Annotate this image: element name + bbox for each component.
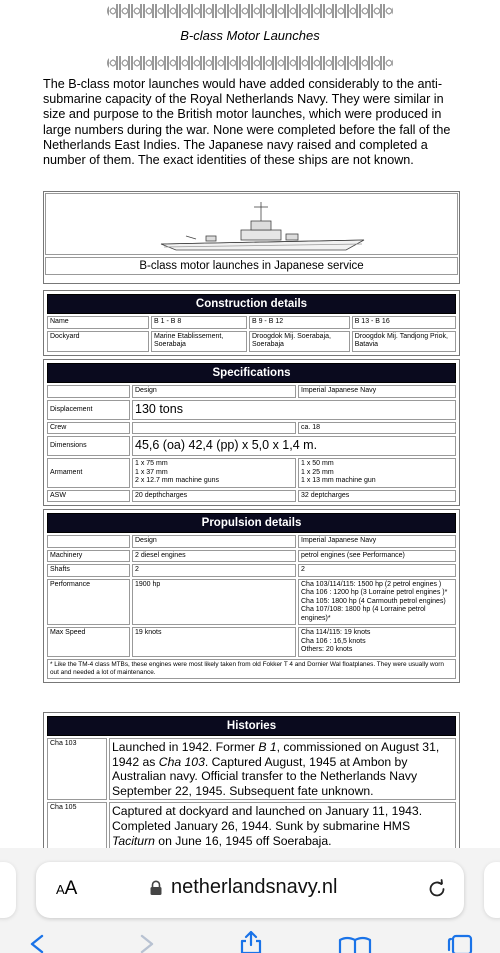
url-text[interactable]: netherlandsnavy.nl — [171, 876, 338, 898]
history-text-part: Captured at dockyard and launched on January 11, 1943. Completed January 26, 1944. Sunk by submarine HMS — [112, 804, 423, 833]
shafts-label: Shafts — [47, 564, 130, 577]
armament-line: 1 x 13 mm machine gun — [301, 477, 376, 484]
ship-image-caption: B-class motor launches in Japanese service — [45, 257, 458, 275]
armament-line: 1 x 50 mm — [301, 460, 334, 467]
armament-line: 1 x 25 mm — [301, 468, 334, 476]
history-text-part: , commissioned on August 31, 1942 as — [112, 740, 440, 769]
share-icon[interactable] — [238, 930, 264, 953]
history-text-part: on June 16, 1945 off Soerabaja. — [154, 833, 332, 848]
maxspeed-line: Cha 114/115: 19 knots — [301, 629, 371, 636]
tabs-icon[interactable] — [446, 934, 474, 953]
maxspeed-design: 19 knots — [132, 627, 296, 657]
crew-design — [132, 422, 296, 435]
performance-line: Cha 106 : 1200 hp (3 Lorraine petrol engines )* — [301, 589, 448, 596]
asw-label: ASW — [47, 490, 130, 503]
performance-ijn — [298, 579, 456, 626]
histories-header: Histories — [47, 716, 456, 736]
performance-line: Cha 103/114/115: 1500 hp (2 petrol engines ) — [301, 580, 442, 588]
name-cell: B 9 - B 12 — [249, 316, 350, 329]
bookmarks-icon[interactable] — [338, 936, 372, 953]
name-cell: B 1 - B 8 — [151, 316, 247, 329]
propulsion-header: Propulsion details — [47, 513, 456, 533]
previous-tab-preview[interactable] — [0, 862, 16, 918]
crew-ijn: ca. 18 — [298, 422, 456, 435]
dockyard-cell: Droogdok Mij. Soerabaja, Soerabaja — [249, 331, 350, 352]
construction-details-table — [43, 290, 460, 356]
maxspeed-line: Cha 106 : 16,5 knots — [301, 637, 366, 645]
chain-divider-bottom — [107, 56, 393, 70]
propulsion-footnote: * Like the TM-4 class MTBs, these engines were most likely taken from old Fokker T 4 and Dornier Wal floatplanes. They were usually worn out and needed a lot of maintenance. — [47, 659, 456, 679]
ship-drawing — [45, 193, 458, 255]
dimensions-label: Dimensions — [47, 436, 130, 456]
back-arrow-icon[interactable] — [28, 934, 46, 953]
ijn-column-header: Imperial Japanese Navy — [298, 385, 456, 398]
performance-line: Cha 107/108: 1800 hp (4 Lorraine petrol engines)* — [301, 606, 426, 622]
maxspeed-ijn — [298, 627, 456, 657]
dockyard-label: Dockyard — [47, 331, 149, 352]
ship-silhouette-icon — [46, 194, 459, 254]
ship-image-box — [43, 191, 460, 284]
performance-line: Cha 105: 1800 hp (4 Carmouth petrol engines) — [301, 597, 446, 605]
forward-arrow-icon[interactable] — [138, 934, 156, 953]
dimensions-value: 45,6 (oa) 42,4 (pp) x 5,0 x 1,4 m. — [132, 436, 456, 456]
dockyard-cell: Marine Etablissement, Soerabaja — [151, 331, 247, 352]
text-size-button[interactable]: AA — [56, 878, 78, 899]
armament-line: 1 x 75 mm — [135, 460, 168, 467]
asw-ijn: 32 deptcharges — [298, 490, 456, 503]
ijn-column-header: Imperial Japanese Navy — [298, 535, 456, 548]
history-ship-name: Cha 105 — [47, 802, 107, 850]
propulsion-details-table — [43, 509, 460, 683]
crew-label: Crew — [47, 422, 130, 435]
armament-design — [132, 458, 296, 488]
displacement-value: 130 tons — [132, 400, 456, 420]
name-cell: B 13 - B 16 — [352, 316, 456, 329]
construction-header: Construction details — [47, 294, 456, 314]
history-text-italic: Taciturn — [112, 833, 155, 848]
armament-line: 1 x 37 mm — [135, 468, 168, 476]
maxspeed-line: Others: 20 knots — [301, 646, 353, 653]
design-column-header: Design — [132, 385, 296, 398]
design-column-header: Design — [132, 535, 296, 548]
machinery-ijn: petrol engines (see Performance) — [298, 550, 456, 563]
performance-label: Performance — [47, 579, 130, 626]
history-text-italic: B 1 — [258, 740, 277, 754]
asw-design: 20 depthcharges — [132, 490, 296, 503]
shafts-ijn: 2 — [298, 564, 456, 577]
armament-line: 2 x 12.7 mm machine guns — [135, 477, 220, 484]
armament-ijn — [298, 458, 456, 488]
displacement-label: Displacement — [47, 400, 130, 420]
armament-label: Armament — [47, 458, 130, 488]
page-title: B-class Motor Launches — [180, 28, 320, 43]
maxspeed-label: Max Speed — [47, 627, 130, 657]
history-text-part: . Captured August, 1945 at Ambon by Australian navy. Official transfer to the Netherlands Navy September 22, 1945. Subsequent fate unknown. — [112, 754, 418, 798]
address-bar[interactable] — [36, 862, 464, 918]
lock-icon — [149, 880, 163, 896]
specifications-table — [43, 359, 460, 506]
history-text-part: Launched in 1942. Former — [112, 740, 259, 754]
history-ship-name: Cha 103 — [47, 738, 107, 800]
machinery-label: Machinery — [47, 550, 130, 563]
reload-icon[interactable] — [426, 878, 448, 900]
performance-design: 1900 hp — [132, 579, 296, 626]
history-text-italic: Cha 103 — [158, 754, 205, 769]
history-text — [109, 802, 456, 850]
chain-divider-top — [107, 4, 393, 18]
machinery-design: 2 diesel engines — [132, 550, 296, 563]
next-tab-preview[interactable] — [484, 862, 500, 918]
history-text — [109, 738, 456, 800]
histories-table — [43, 712, 460, 852]
name-label: Name — [47, 316, 149, 329]
specifications-header: Specifications — [47, 363, 456, 383]
shafts-design: 2 — [132, 564, 296, 577]
dockyard-cell: Droogdok Mij. Tandjong Priok, Batavia — [352, 331, 456, 352]
intro-paragraph: The B-class motor launches would have added considerably to the anti-submarine capacity of the Royal Netherlands Navy. They were similar in size and purpose to the British motor launches, which were produced in large numbers during the war. None were completed before the fall of the Netherlands East Indies. The Japanese navy raised and completed a number of them. The exact identities of these ships are not known. — [43, 77, 451, 168]
